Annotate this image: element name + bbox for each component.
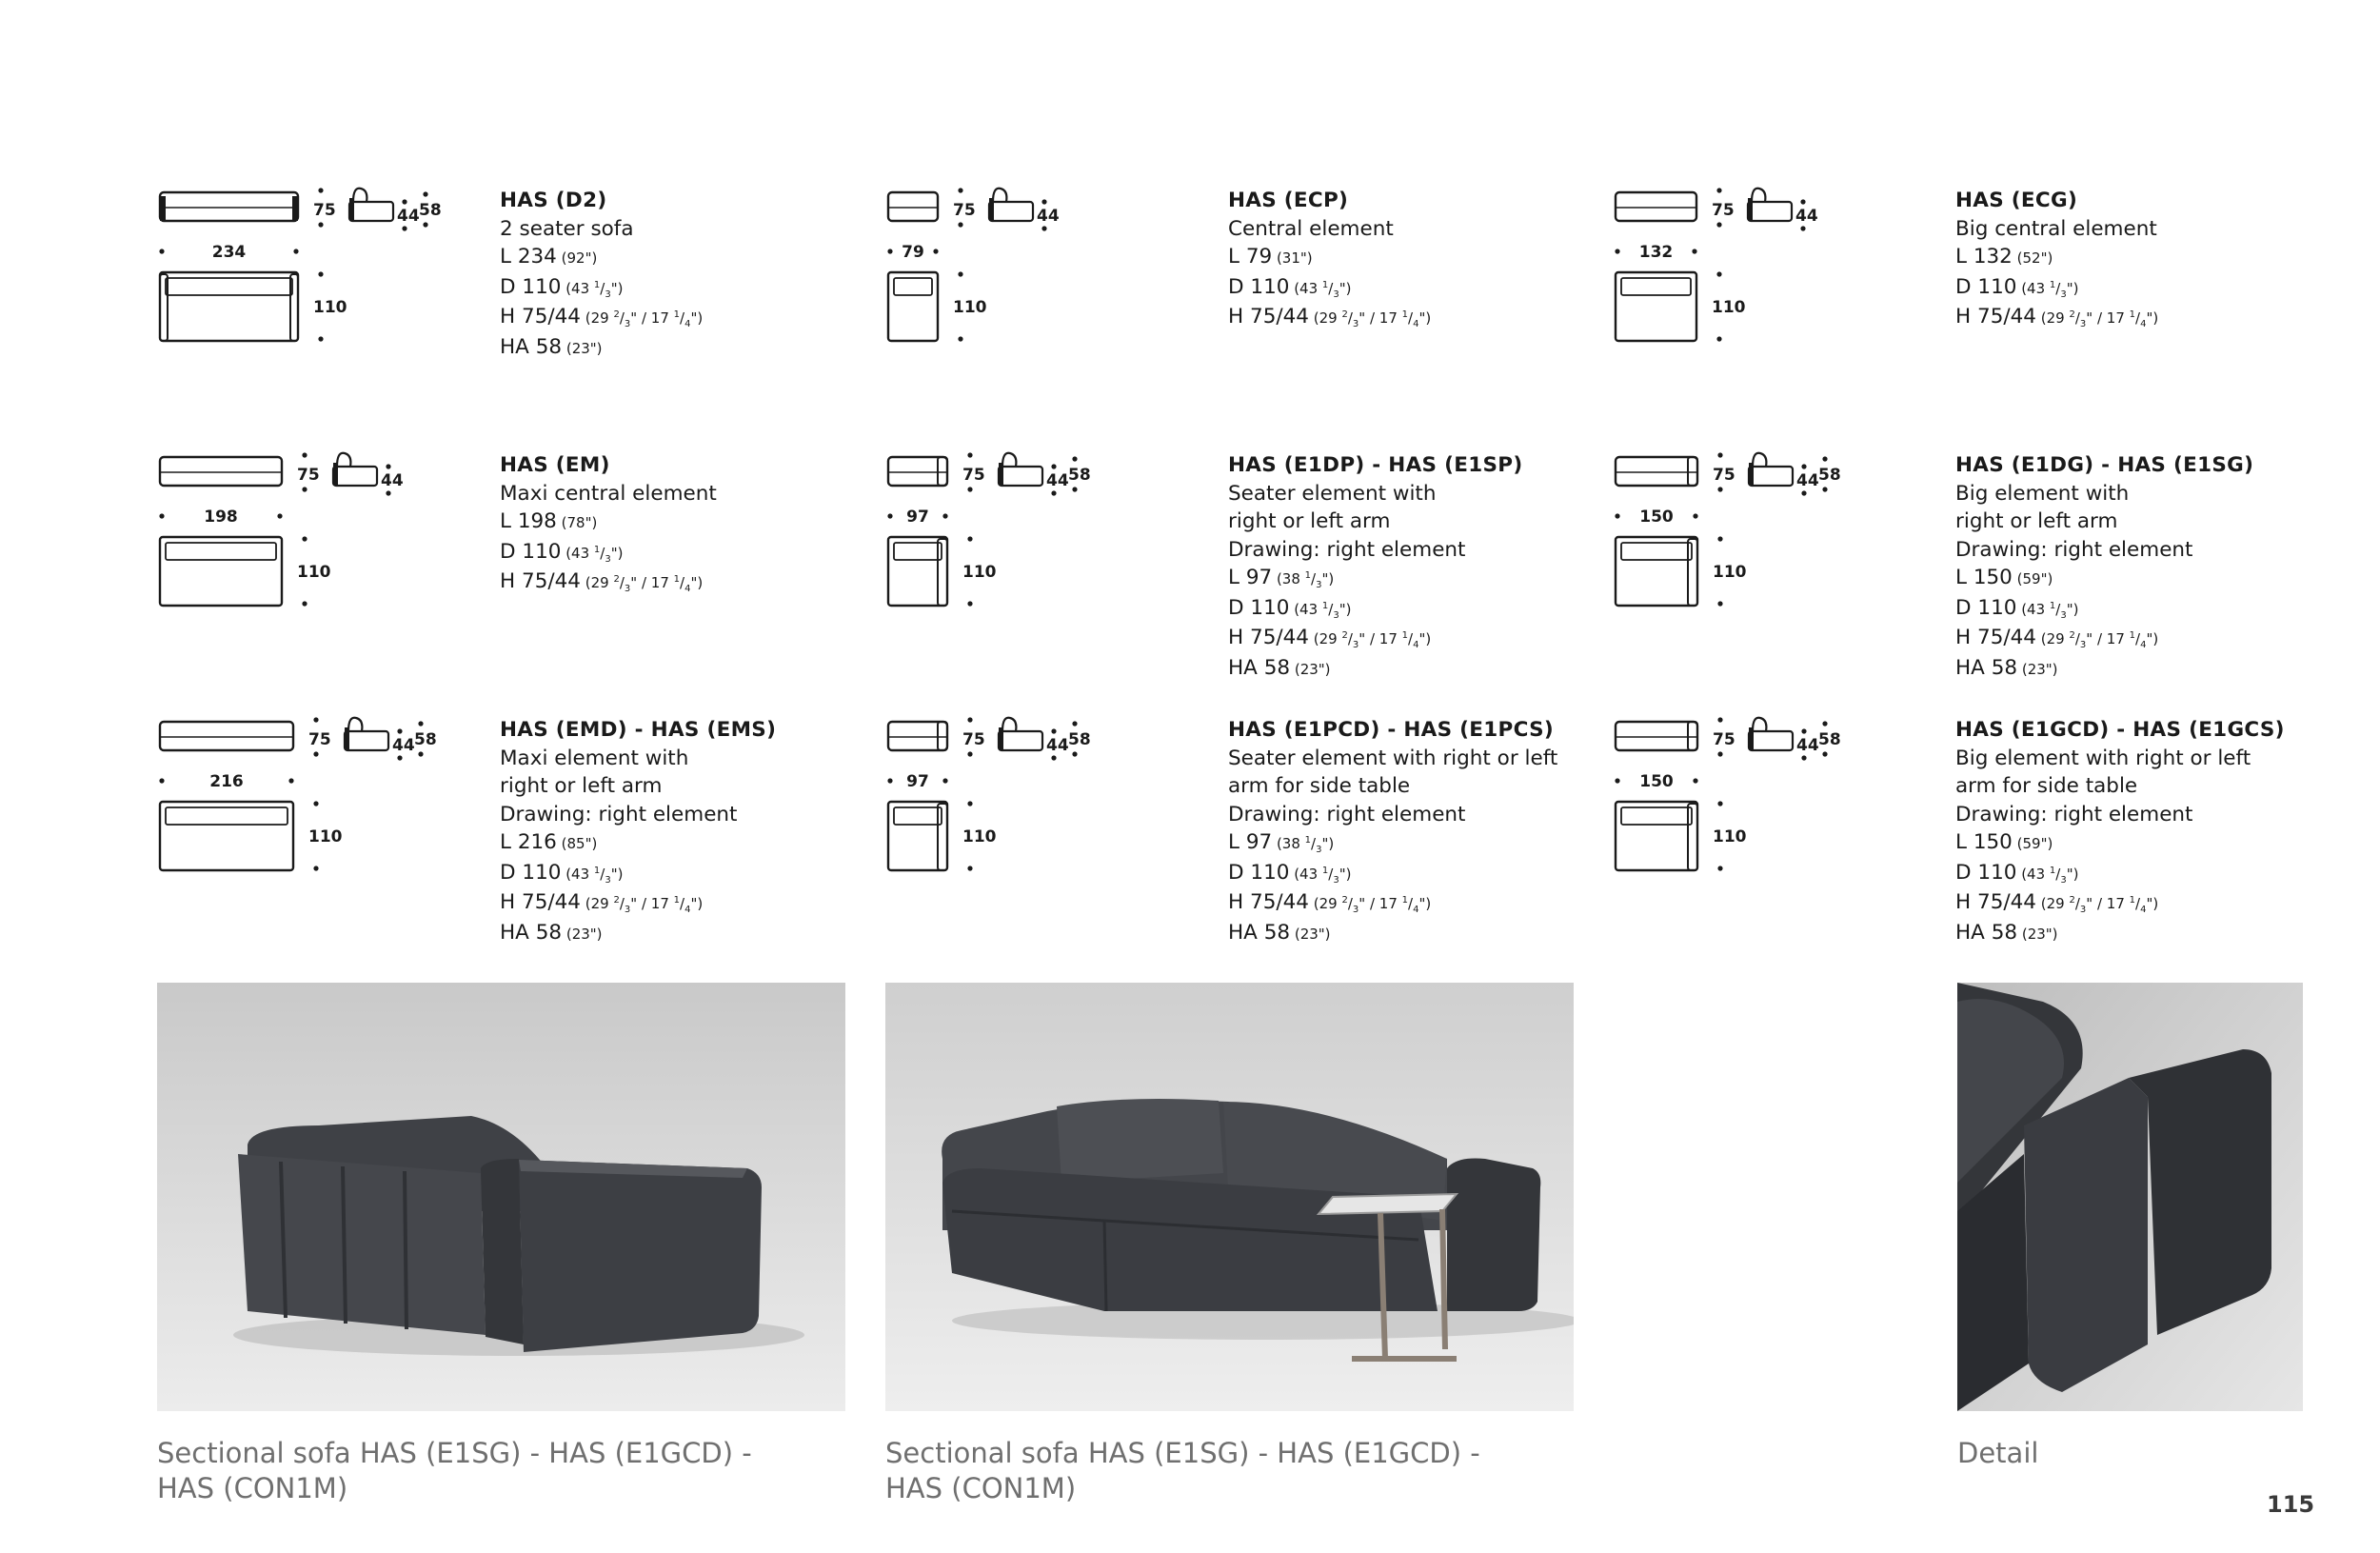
product-text [500,187,703,363]
dimension-drawing [157,187,471,377]
dimension-imperial: (23") [2017,925,2058,943]
product-code: HAS (E1DG) - HAS (E1SG) [1955,453,2254,477]
dimension-key: HA [1228,920,1264,945]
dimension-row [500,303,703,333]
product-description: Big element with right or left [1955,746,2251,770]
product-description: arm for side table [1228,774,1411,798]
dimension-imperial: (29 $^2/_3$" / 17 $^1/_4$") [2035,630,2159,650]
dimension-row [1955,243,2158,273]
dimension-key: H [1955,890,1978,914]
dimension-row [1228,273,1431,304]
dimension-key: L [1228,830,1246,854]
dimension-drawing [1613,451,1927,642]
product-text [1228,716,1557,948]
drawing-depth-label: 110 [953,298,987,317]
photo-sectional-sofa-back [157,983,845,1411]
dimension-key: HA [500,334,536,359]
product-code: HAS (EMD) - HAS (EMS) [500,718,777,742]
drawing-seat-label: 44 [1796,471,1819,490]
dimension-drawing [885,187,1200,377]
dimension-row [1955,919,2285,949]
dimension-imperial: (29 $^2/_3$" / 17 $^1/_4$") [2035,309,2159,329]
dimension-metric: 58 [1263,655,1291,680]
dimension-imperial: (29 $^2/_3$" / 17 $^1/_4$") [580,895,704,915]
dimension-key: L [1955,245,1973,269]
drawing-width-label: 79 [902,243,924,262]
dimension-metric: 58 [1263,920,1291,945]
product-code: HAS (E1PCD) - HAS (E1PCS) [1228,718,1554,742]
dimension-key: D [1955,274,1978,299]
dimension-key: L [500,509,518,533]
dimension-metric: 75/44 [1250,305,1309,329]
caption-line: Detail [1957,1437,2039,1469]
drawing-width-label: 97 [906,772,929,791]
product-spec [157,716,843,964]
dimension-row [1955,273,2158,304]
drawing-arm-label: 58 [414,730,437,749]
product-description: Maxi element with [500,746,689,770]
drawing-arm-label: 58 [1068,466,1091,485]
dimension-key: D [500,274,523,299]
page-number: 115 [2267,1491,2315,1518]
dimension-imperial: (59") [2012,570,2053,587]
product-description: Drawing: right element [1955,537,2193,562]
drawing-depth-label: 110 [962,827,997,846]
dimension-imperial: (59") [2012,835,2053,852]
dimension-drawing-svg [1613,187,1927,377]
dimension-row [1955,654,2253,685]
dimension-metric: 75/44 [1250,890,1309,914]
dimension-metric: 110 [1250,274,1290,299]
dimension-metric: 110 [1250,595,1290,620]
caption-line: HAS (CON1M) [885,1472,1077,1504]
dimension-imperial: (29 $^2/_3$" / 17 $^1/_4$") [1308,309,1432,329]
dimension-imperial: (85") [556,835,598,852]
dimension-imperial: (43 $^1/_3$") [2016,865,2079,886]
dimension-imperial: (23") [562,339,603,357]
dimension-drawing-svg [157,716,471,906]
dimension-metric: 79 [1245,245,1273,269]
drawing-height-label: 75 [313,201,336,220]
dimension-imperial: (29 $^2/_3$" / 17 $^1/_4$") [1308,630,1432,650]
drawing-arm-label: 58 [1818,730,1841,749]
drawing-seat-label: 44 [1795,207,1818,226]
product-description: Maxi central element [500,481,717,506]
product-spec [1613,716,2298,964]
photo-sectional-sofa-front [885,983,1574,1411]
product-description: Central element [1228,216,1394,241]
dimension-drawing [885,716,1200,906]
product-spec [885,716,1571,964]
dimension-key: L [1955,830,1973,854]
dimension-imperial: (43 $^1/_3$") [2016,600,2079,621]
product-spec [885,187,1571,434]
product-code: HAS (ECG) [1955,189,2078,212]
dimension-key: D [1228,860,1251,885]
dimension-drawing [1613,187,1927,377]
drawing-seat-label: 44 [392,736,415,755]
dimension-metric: 110 [1250,860,1290,885]
dimension-metric: 110 [1977,595,2017,620]
dimension-row [1228,624,1522,654]
dimension-row [500,538,717,568]
dimension-metric: 198 [517,509,557,533]
drawing-height-label: 75 [308,730,331,749]
drawing-depth-label: 110 [1713,827,1747,846]
drawing-seat-label: 44 [1796,736,1819,755]
dimension-row [1228,564,1522,594]
product-description: Drawing: right element [500,802,738,826]
dimension-key: H [500,569,523,593]
caption-line: Sectional sofa HAS (E1SG) - HAS (E1GCD) - [885,1437,1480,1469]
product-text [1228,451,1522,684]
dimension-metric: 110 [1977,274,2017,299]
drawing-seat-label: 44 [1046,471,1069,490]
dimension-metric: 58 [1991,655,2018,680]
drawing-seat-label: 44 [1046,736,1069,755]
product-spec [885,451,1571,699]
dimension-drawing [157,451,471,642]
product-spec [157,187,843,434]
dimension-row [500,859,776,889]
drawing-height-label: 75 [962,730,985,749]
drawing-arm-label: 58 [1818,466,1841,485]
dimension-imperial: (43 $^1/_3$") [1289,279,1352,300]
dimension-key: D [500,860,523,885]
drawing-height-label: 75 [1712,201,1735,220]
product-text [500,451,717,598]
product-description: Seater element with [1228,481,1437,506]
drawing-height-label: 75 [962,466,985,485]
dimension-metric: 132 [1973,245,2013,269]
drawing-width-label: 150 [1639,508,1674,527]
dimension-row [500,919,776,949]
dimension-row [1955,564,2253,594]
dimension-key: D [1228,595,1251,620]
dimension-key: HA [1955,655,1992,680]
dimension-imperial: (38 $^1/_3$") [1272,570,1335,590]
photo-caption-2 [885,1436,1480,1506]
dimension-key: D [1955,860,1978,885]
product-code: HAS (E1GCD) - HAS (E1GCS) [1955,718,2285,742]
product-description: Seater element with right or left [1228,746,1558,770]
dimension-key: H [1228,626,1251,649]
dimension-row [1228,828,1557,859]
dimension-key: H [500,305,523,329]
dimension-imperial: (29 $^2/_3$" / 17 $^1/_4$") [580,574,704,594]
dimension-metric: 110 [522,274,562,299]
dimension-imperial: (78") [556,514,598,531]
drawing-arm-label: 58 [419,201,442,220]
product-code: HAS (E1DP) - HAS (E1SP) [1228,453,1523,477]
dimension-metric: 110 [522,539,562,564]
dimension-row [1228,859,1557,889]
dimension-metric: 97 [1245,566,1273,589]
product-text [1955,187,2158,333]
product-description: Big element with [1955,481,2130,506]
dimension-row [500,508,717,538]
dimension-imperial: (31") [1272,249,1313,267]
dimension-key: H [1228,305,1251,329]
drawing-width-label: 132 [1638,243,1674,262]
dimension-row [1228,654,1522,685]
product-description: Drawing: right element [1228,537,1466,562]
drawing-depth-label: 110 [308,827,343,846]
drawing-seat-label: 44 [1037,207,1060,226]
dimension-metric: 75/44 [1977,305,2036,329]
photo-detail [1957,983,2303,1411]
dimension-drawing-svg [885,716,1200,906]
dimension-key: L [500,830,518,854]
drawing-width-label: 198 [204,508,238,527]
dimension-row [1228,919,1557,949]
dimension-key: D [1955,595,1978,620]
dimension-metric: 58 [535,334,563,359]
dimension-metric: 150 [1973,830,2013,854]
dimension-metric: 97 [1245,830,1273,854]
dimension-key: D [500,539,523,564]
dimension-imperial: (29 $^2/_3$" / 17 $^1/_4$") [2035,895,2159,915]
product-code: HAS (ECP) [1228,189,1349,212]
dimension-imperial: (52") [2012,249,2053,267]
dimension-drawing [885,451,1200,642]
dimension-row [1955,888,2285,919]
product-description: right or left arm [1955,509,2118,533]
dimension-imperial: (23") [562,925,603,943]
dimension-row [1955,624,2253,654]
product-code: HAS (EM) [500,453,610,477]
dimension-imperial: (43 $^1/_3$") [561,279,624,300]
drawing-width-label: 97 [906,508,929,527]
dimension-metric: 110 [1977,860,2017,885]
dimension-drawing [157,716,471,906]
dimension-metric: 234 [517,245,557,269]
dimension-metric: 75/44 [1250,626,1309,649]
drawing-height-label: 75 [297,466,320,485]
dimension-key: L [1228,245,1246,269]
drawing-height-label: 75 [1713,730,1735,749]
dimension-row [500,567,717,598]
dimension-imperial: (92") [556,249,598,267]
drawing-width-label: 216 [209,772,244,791]
dimension-imperial: (43 $^1/_3$") [1289,600,1352,621]
dimension-imperial: (29 $^2/_3$" / 17 $^1/_4$") [1308,895,1432,915]
dimension-imperial: (43 $^1/_3$") [1289,865,1352,886]
dimension-key: L [500,245,518,269]
photo-caption-1 [157,1436,752,1506]
dimension-row [1228,594,1522,625]
drawing-height-label: 75 [953,201,976,220]
dimension-key: HA [1228,655,1264,680]
dimension-imperial: (23") [1290,660,1331,678]
caption-line: HAS (CON1M) [157,1472,348,1504]
dimension-row [500,243,703,273]
product-spec [1613,451,2298,699]
dimension-metric: 58 [1991,920,2018,945]
dimension-row [1228,243,1431,273]
dimension-drawing-svg [1613,716,1927,906]
dimension-imperial: (29 $^2/_3$" / 17 $^1/_4$") [580,309,704,329]
drawing-depth-label: 110 [1712,298,1746,317]
dimension-row [1955,859,2285,889]
dimension-metric: 75/44 [1977,890,2036,914]
dimension-drawing [1613,716,1927,906]
dimension-metric: 75/44 [522,569,581,593]
dimension-drawing-svg [157,451,471,642]
drawing-depth-label: 110 [297,563,331,582]
dimension-row [500,828,776,859]
product-description: Drawing: right element [1955,802,2193,826]
product-description: arm for side table [1955,774,2138,798]
dimension-imperial: (43 $^1/_3$") [561,865,624,886]
product-text [500,716,776,948]
dimension-row [1228,303,1431,333]
drawing-depth-label: 110 [1713,563,1747,582]
product-text [1955,451,2253,684]
drawing-height-label: 75 [1713,466,1735,485]
dimension-key: D [1228,274,1251,299]
dimension-key: H [1228,890,1251,914]
dimension-drawing-svg [157,187,471,377]
dimension-imperial: (23") [1290,925,1331,943]
product-code: HAS (D2) [500,189,607,212]
drawing-seat-label: 44 [397,207,420,226]
dimension-key: L [1228,566,1246,589]
dimension-key: HA [1955,920,1992,945]
dimension-row [1228,888,1557,919]
dimension-key: H [500,890,523,914]
drawing-depth-label: 110 [313,298,347,317]
drawing-seat-label: 44 [381,471,404,490]
dimension-row [1955,828,2285,859]
dimension-key: H [1955,305,1978,329]
dimension-metric: 150 [1973,566,2013,589]
dimension-drawing-svg [885,187,1200,377]
dimension-row [1955,303,2158,333]
product-spec [157,451,843,699]
dimension-metric: 75/44 [522,305,581,329]
dimension-metric: 110 [522,860,562,885]
product-description: Drawing: right element [1228,802,1466,826]
product-description: right or left arm [500,774,663,798]
product-description: right or left arm [1228,509,1391,533]
photo-caption-3 [1957,1436,2038,1471]
dimension-metric: 75/44 [522,890,581,914]
product-text [1955,716,2285,948]
drawing-arm-label: 58 [1068,730,1091,749]
product-spec [1613,187,2298,434]
dimension-drawing-svg [885,451,1200,642]
drawing-depth-label: 110 [962,563,997,582]
dimension-row [1955,594,2253,625]
dimension-drawing-svg [1613,451,1927,642]
dimension-row [500,273,703,304]
caption-line: Sectional sofa HAS (E1SG) - HAS (E1GCD) - [157,1437,752,1469]
dimension-key: L [1955,566,1973,589]
dimension-imperial: (43 $^1/_3$") [2016,279,2079,300]
dimension-metric: 75/44 [1977,626,2036,649]
dimension-key: HA [500,920,536,945]
dimension-imperial: (23") [2017,660,2058,678]
drawing-width-label: 150 [1639,772,1674,791]
dimension-metric: 58 [535,920,563,945]
product-text [1228,187,1431,333]
product-description: 2 seater sofa [500,216,634,241]
dimension-row [500,888,776,919]
dimension-row [500,333,703,364]
drawing-width-label: 234 [211,243,247,262]
dimension-imperial: (43 $^1/_3$") [561,544,624,565]
dimension-key: H [1955,626,1978,649]
product-description: Big central element [1955,216,2157,241]
dimension-metric: 216 [517,830,557,854]
dimension-imperial: (38 $^1/_3$") [1272,835,1335,855]
